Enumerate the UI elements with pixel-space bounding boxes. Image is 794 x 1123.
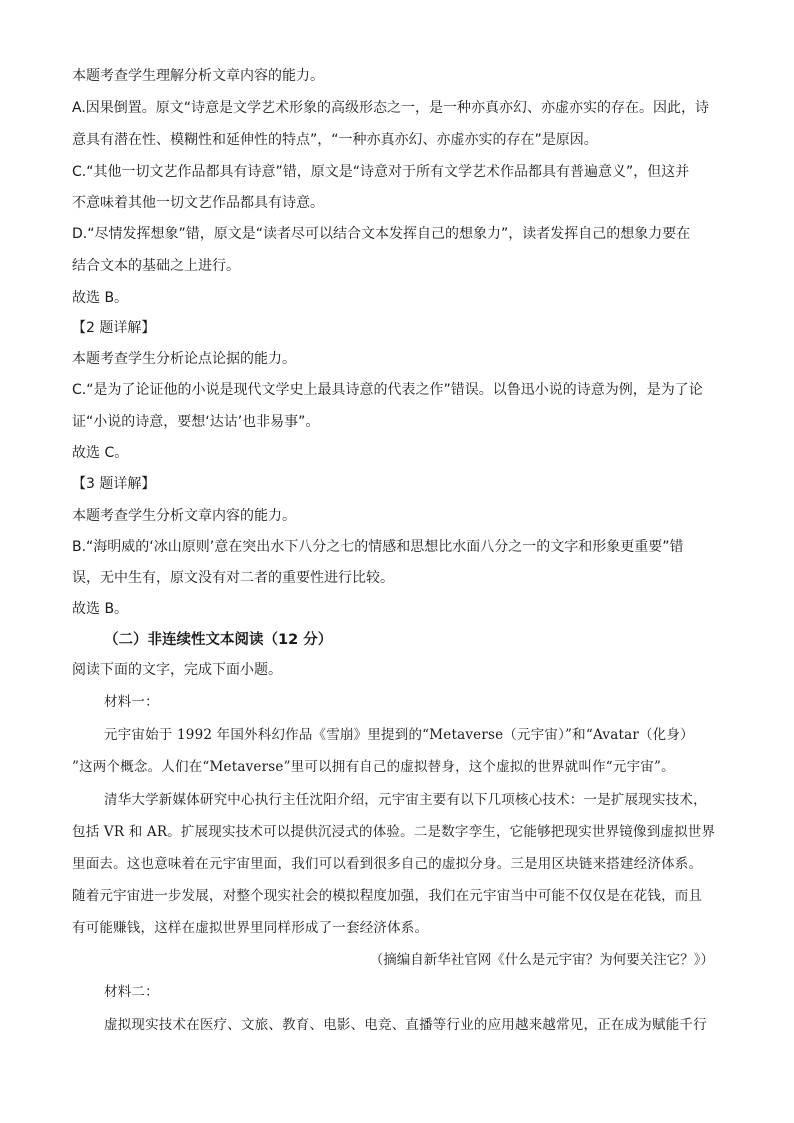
q1-intro: 本题考查学生理解分析文章内容的能力。 <box>72 68 324 84</box>
q1-option-d-line2: 结合文本的基础之上进行。 <box>72 258 240 274</box>
section-title: （二）非连续性文本阅读（12 分） <box>104 632 333 648</box>
material-two-p1-line1: 虚拟现实技术在医疗、文旅、教育、电影、电竞、直播等行业的应用越来越常见，正在成为赋能千行 <box>104 1017 707 1033</box>
section-instruction: 阅读下面的文字，完成下面小题。 <box>72 662 282 678</box>
material-one-p2-line3: 里面去。这也意味着在元宇宙里面，我们可以看到很多自己的虚拟分身。三是用区块链来搭建经济体系。 <box>72 856 703 872</box>
q1-option-a-line2: 意具有潜在性、模糊性和延伸性的特点”，“一种亦真亦幻、亦虚亦实的存在”是原因。 <box>72 132 598 148</box>
material-one-p1-line1: 元宇宙始于 1992 年国外科幻作品《雪崩》里提到的“Metaverse（元宇宙）”和“Avatar（化身） <box>104 727 694 743</box>
material-one-p1-line2: ”这两个概念。人们在“Metaverse”里可以拥有自己的虚拟替身，这个虚拟的世界就叫作“元宇宙”。 <box>72 759 675 775</box>
q3-answer: 故选 B。 <box>72 601 129 617</box>
material-one-citation: （摘编自新华社官网《什么是元宇宙？为何要关注它？》） <box>369 952 714 968</box>
q2-option-c-line2: 证“小说的诗意，要想‘达诂’也非易事”。 <box>72 414 320 430</box>
material-one-p2-line4: 随着元宇宙进一步发展，对整个现实社会的模拟程度加强，我们在元宇宙当中可能不仅仅是在花钱，而且 <box>72 888 703 904</box>
q2-heading: 【2 题详解】 <box>72 320 156 336</box>
q1-option-c-line2: 不意味着其他一切文艺作品都具有诗意。 <box>72 195 324 211</box>
material-one-label: 材料一： <box>104 694 159 710</box>
q3-option-b-line1: B.“海明威的‘冰山原则’意在突出水下八分之七的情感和思想比水面八分之一的文字和形象更重要”错 <box>72 539 684 555</box>
q3-intro: 本题考查学生分析文章内容的能力。 <box>72 508 296 524</box>
material-two-label: 材料二： <box>104 984 159 1000</box>
q2-intro: 本题考查学生分析论点论据的能力。 <box>72 351 296 367</box>
q3-heading: 【3 题详解】 <box>72 476 156 492</box>
q1-answer: 故选 B。 <box>72 290 129 306</box>
q2-answer: 故选 C。 <box>72 445 129 461</box>
q1-option-d-line1: D.“尽情发挥想象”错，原文是“读者尽可以结合文本发挥自己的想象力”，读者发挥自己的想象力要在 <box>72 226 691 242</box>
q1-option-a-line1: A.因果倒置。原文“诗意是文学艺术形象的高级形态之一，是一种亦真亦幻、亦虚亦实的存在。因此，诗 <box>72 100 710 116</box>
material-one-p2-line5: 有可能赚钱，这样在虚拟世界里同样形成了一套经济体系。 <box>72 920 429 936</box>
q1-option-c-line1: C.“其他一切文艺作品都具有诗意”错，原文是“诗意对于所有文学艺术作品都具有普遍意义”，但这并 <box>72 164 690 180</box>
q2-option-c-line1: C.“是为了论证他的小说是现代文学史上最具诗意的代表之作”错误。以鲁迅小说的诗意为例，是为了论 <box>72 382 703 398</box>
q3-option-b-line2: 误，无中生有，原文没有对二者的重要性进行比较。 <box>72 570 394 586</box>
material-one-p2-line1: 清华大学新媒体研究中心执行主任沈阳介绍，元宇宙主要有以下几项核心技术：一是扩展现实技术， <box>104 792 707 808</box>
material-one-p2-line2: 包括 VR 和 AR。扩展现实技术可以提供沉浸式的体验。二是数字孪生，它能够把现实世界镜像到虚拟世界 <box>72 824 716 840</box>
